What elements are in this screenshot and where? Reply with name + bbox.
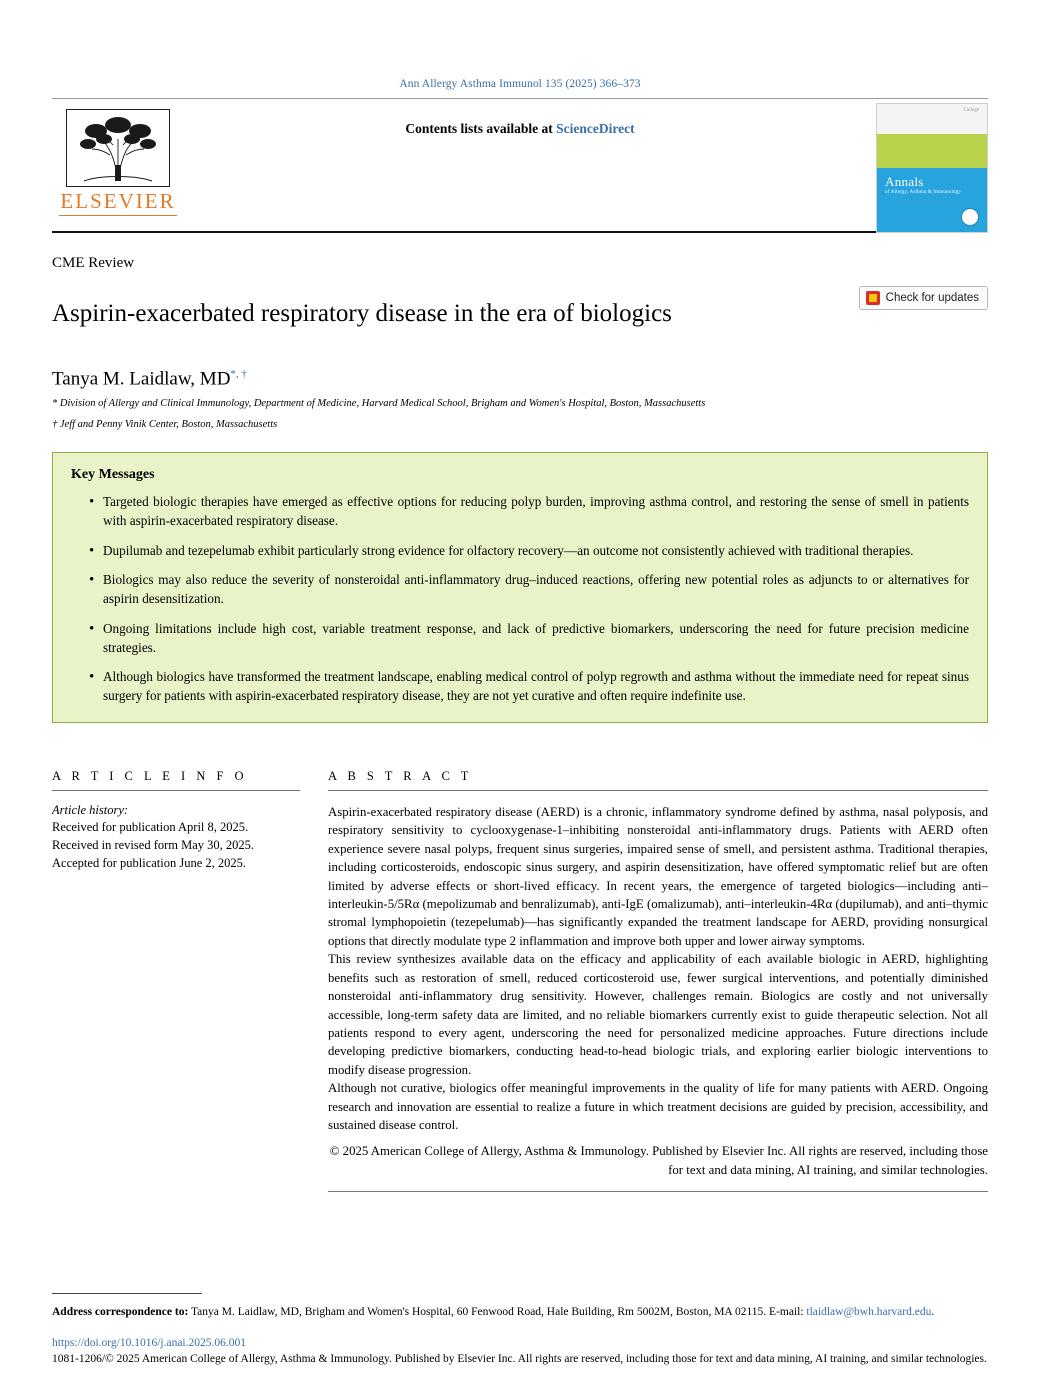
- list-item: • Although biologics have transformed the treatment landscape, enabling medical control of polyp regrowth and asthma without the immediate need for repeat sinus surgery for patients with aspirin-exacerbated respiratory disease, they are not yet curative and often require indefinite use.: [89, 668, 969, 705]
- correspondence-label: Address correspondence to:: [52, 1305, 189, 1318]
- masthead-bottom-rule: [52, 231, 988, 233]
- info-abstract-row: [52, 769, 988, 1192]
- cover-blue-band: [877, 168, 987, 232]
- page-title: Aspirin-exacerbated respiratory disease in the era of biologics: [52, 299, 672, 327]
- abstract-paragraph: This review synthesizes available data on the efficacy and applicability of each available biologic in AERD, highlighting benefits such as restoration of smell, reduced corticosteroid use, fewer surgical interventions, and potentially diminished nonsteroidal anti-inflammatory drug sensitivity. However, challenges remain. Biologics are costly and not universally accessible, long-term safety data are limited, and no reliable biomarkers currently exist to guide therapeutic selection. Not all patients respond to every agent, underscoring the need for personalized medicine approaches. Future directions include developing predictive biomarkers, conducting head-to-head biologic trials, and exploring earlier biologic interventions to modify disease progression.: [328, 952, 988, 1077]
- article-info-heading: A R T I C L E I N F O: [52, 768, 248, 783]
- contents-available-line: [52, 99, 988, 137]
- affiliation-1: * Division of Allergy and Clinical Immunology, Department of Medicine, Harvard Medical School, Brigham and Women's Hospital, Boston, Massachusetts: [52, 397, 706, 409]
- article-type-label: CME Review: [52, 255, 135, 271]
- list-item: • Biologics may also reduce the severity of nonsteroidal anti-inflammatory drug–induced reactions, offering new potential roles as adjuncts to or alternatives for aspirin desensitization.: [89, 571, 969, 608]
- crossmark-icon: [866, 291, 880, 305]
- key-messages-list: [71, 493, 969, 706]
- crossmark-badge[interactable]: [859, 286, 988, 310]
- author-list: [52, 368, 988, 390]
- journal-masthead: [52, 99, 988, 231]
- cover-green-band: [877, 134, 987, 168]
- elsevier-underline: [59, 215, 177, 216]
- abstract-copyright: © 2025 American College of Allergy, Asthma & Immunology. Published by Elsevier Inc. All rights are reserved, including those for text and data mining, AI training, and similar technologies.: [329, 1144, 988, 1177]
- elsevier-wordmark: ELSEVIER: [60, 189, 176, 213]
- page-footer: [52, 1293, 988, 1369]
- contents-prefix: Contents lists available at: [405, 121, 557, 136]
- article-content: [52, 255, 988, 1192]
- issn-copyright-line: 1081-1206/© 2025 American College of Allergy, Asthma & Immunology. Published by Elsevier Inc. All rights are reserved, including those for text and data mining, AI training, and similar technologies.: [52, 1352, 987, 1365]
- footer-rule: [52, 1293, 202, 1294]
- cover-seal-icon: [961, 208, 979, 226]
- abstract-bottom-rule: [328, 1191, 988, 1192]
- author-affiliation-marks: *, †: [230, 367, 247, 380]
- history-accepted: Accepted for publication June 2, 2025.: [52, 856, 247, 871]
- key-messages-box: [52, 452, 988, 723]
- doi-anchor[interactable]: https://doi.org/10.1016/j.anai.2025.06.001: [52, 1336, 247, 1349]
- article-info-rule: [52, 790, 300, 791]
- correspondence-email-link[interactable]: tlaidlaw@bwh.harvard.edu: [806, 1305, 932, 1318]
- author-name: Tanya M. Laidlaw, MD: [52, 367, 231, 389]
- cover-brand-sub: of Allergy, Asthma & Immunology: [885, 190, 962, 195]
- article-history-label: Article history:: [52, 802, 129, 817]
- list-item: • Ongoing limitations include high cost, variable treatment response, and lack of predictive biomarkers, underscoring the need for future precision medicine strategies.: [89, 620, 969, 657]
- cover-top-strip: [877, 104, 987, 134]
- key-messages-heading: Key Messages: [71, 467, 155, 483]
- abstract-heading: A B S T R A C T: [328, 768, 473, 783]
- correspondence-end: .: [931, 1305, 935, 1318]
- cover-college-logo-icon: College: [963, 108, 979, 113]
- elsevier-logo: [58, 109, 178, 216]
- abstract-paragraph: Aspirin-exacerbated respiratory disease (AERD) is a chronic, inflammatory syndrome defined by asthma, nasal polyposis, and respiratory sensitivity to cyclooxygenase-1–inhibiting nonsteroidal anti-inflammatory drugs. Patients with AERD often experience severe nasal polyps, frequent sinus surgeries, impaired sense of smell, and persistent asthma. Traditional therapies, including corticosteroids, endoscopic sinus surgery, and aspirin desensitization, have offered symptomatic relief but are often limited by adverse effects or short-lived efficacy. In recent years, the emergence of targeted biologics—including anti–interleukin-5/5Rα (mepolizumab and benralizumab), anti-IgE (omalizumab), anti–interleukin-4Rα (dupilumab), and anti–thymic stromal lymphopoietin (tezepelumab)—has significantly expanded the treatment landscape for AERD, providing nonsurgical options that directly modulate type 2 inflammation and improve both upper and lower airway symptoms.: [328, 804, 988, 948]
- history-received: Received for publication April 8, 2025.: [52, 819, 249, 834]
- correspondence-text: Tanya M. Laidlaw, MD, Brigham and Women's Hospital, 60 Fenwood Road, Hale Building, Rm 5002M, Boston, MA 02115. E-mail:: [188, 1305, 807, 1318]
- history-revised: Received in revised form May 30, 2025.: [52, 838, 255, 852]
- doi-link[interactable]: [52, 1337, 988, 1349]
- elsevier-tree-icon: [66, 109, 170, 187]
- crossmark-label: Check for updates: [885, 292, 979, 304]
- sciencedirect-link[interactable]: ScienceDirect: [556, 121, 635, 136]
- title-row: [52, 282, 988, 346]
- correspondence-note: [52, 1304, 988, 1321]
- article-info-column: [52, 769, 300, 1192]
- journal-reference: Ann Allergy Asthma Immunol 135 (2025) 366–373: [399, 78, 641, 90]
- abstract-paragraph: Although not curative, biologics offer meaningful improvements in the quality of life for many patients with AERD. Ongoing research and innovation are essential to realize a future in which treatment decisions are guided by precision, accessibility, and sustained disease control.: [328, 1081, 988, 1133]
- abstract-rule: [328, 790, 988, 791]
- affiliation-2: † Jeff and Penny Vinik Center, Boston, Massachusetts: [52, 419, 278, 431]
- list-item: • Dupilumab and tezepelumab exhibit particularly strong evidence for olfactory recovery—an outcome not consistently achieved with traditional therapies.: [89, 542, 969, 561]
- abstract-column: [328, 769, 988, 1192]
- journal-cover-thumbnail[interactable]: [876, 103, 988, 233]
- list-item: • Targeted biologic therapies have emerged as effective options for reducing polyp burden, improving asthma control, and restoring the sense of smell in patients with aspirin-exacerbated respiratory disease.: [89, 493, 969, 530]
- cover-brand: Annals: [885, 174, 924, 189]
